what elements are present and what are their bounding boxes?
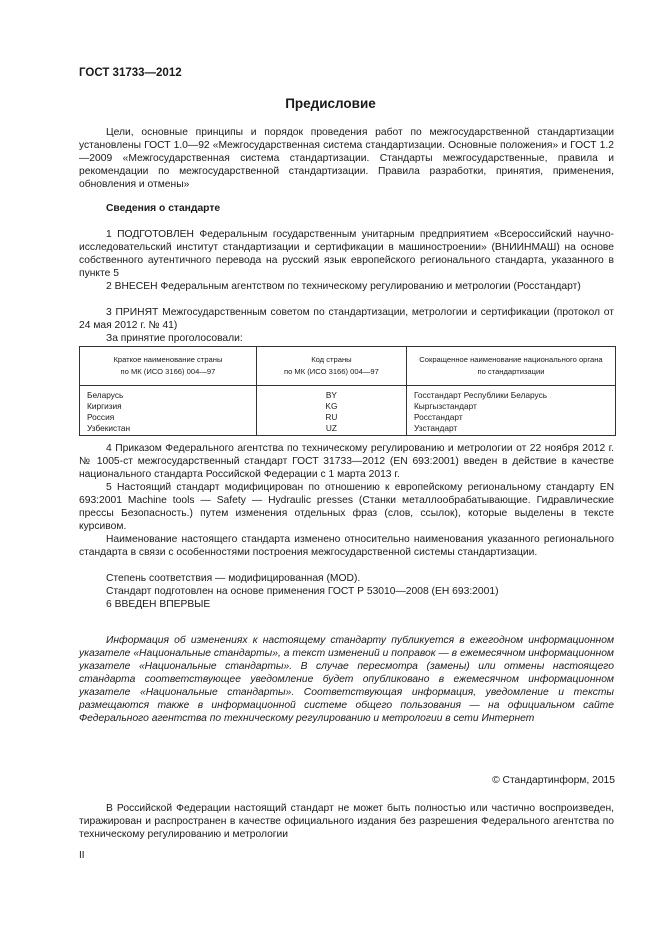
- item-5-name-change: Наименование настоящего стандарта изменено относительно наименования указанного регионального стандарта в связи с особенностями построения межгосударственной системы стандартизации.: [79, 534, 614, 558]
- header-code: [256, 347, 406, 386]
- country-name: Узбекистан: [87, 423, 131, 433]
- code-cell: [256, 386, 406, 436]
- item-3: 3 ПРИНЯТ Межгосударственным советом по стандартизации, метрологии и сертификации (протокол от 24 мая 2012 г. № 41): [79, 307, 614, 331]
- header-body-line1: Сокращенное наименование национального органа: [419, 355, 603, 364]
- country-name: Киргизия: [87, 401, 122, 411]
- item-4: 4 Приказом Федерального агентства по техническому регулированию и метрологии от 22 ноября 2012 г. № 1005-ст межгосударственный стандарт ГОСТ 31733—2012 (EN 693:2001) введен в действие в качестве национального стандарта Российской Федерации с 1 марта 2013 г.: [79, 443, 614, 480]
- country-code: KG: [325, 401, 338, 411]
- header-country-line1: Краткое наименование страны: [113, 355, 223, 364]
- body-cell: [406, 386, 615, 436]
- header-code-line2: по МК (ИСО 3166) 004—97: [283, 367, 379, 376]
- standards-body: Кыргызстандарт: [413, 401, 477, 411]
- item-1: 1 ПОДГОТОВЛЕН Федеральным государственным унитарным предприятием «Всероссийский научно-исследовательский институт стандартизации и сертификации в машиностроении» (ВНИИНМАШ) на основе собственного аутентичного перевода на русский язык европейского регионального стандарта, указанного в пункте 5: [79, 229, 614, 279]
- table-data-row: [80, 386, 616, 436]
- standards-body: Росстандарт: [413, 412, 463, 422]
- country-code: UZ: [325, 423, 337, 433]
- country-code: BY: [325, 390, 337, 400]
- copyright-notice: © Стандартинформ, 2015: [492, 775, 615, 786]
- standards-body: Госстандарт Республики Беларусь: [413, 390, 548, 400]
- header-country-line2: по МК (ИСО 3166) 004—97: [120, 367, 216, 376]
- header-country: [80, 347, 257, 386]
- header-body-line2: по стандартизации: [477, 367, 545, 376]
- changes-notice: Информация об изменениях к настоящему стандарту публикуется в ежегодном информационном указателе «Национальные стандарты», а текст изменений и поправок — в ежемесячном информационном указателе «Национальные стандарты». В случае пересмотра (замены) или отмены настоящего стандарта соответствующее уведомление будет опубликовано в ежемесячном информационном указателе «Национальные стандарты». Соответствующая информация, уведомление и тексты размещаются также в информационной системе общего пользования — на официальном сайте Федерального агентства по техническому регулированию и метрологии в сети Интернет: [79, 635, 614, 724]
- voting-label: За принятие проголосовали:: [106, 333, 243, 344]
- standard-info-heading: Сведения о стандарте: [106, 203, 221, 214]
- header-code-line1: Код страны: [311, 355, 352, 364]
- standards-body: Узстандарт: [413, 423, 458, 433]
- item-6: 6 ВВЕДЕН ВПЕРВЫЕ: [106, 599, 211, 610]
- country-name: Беларусь: [87, 390, 124, 400]
- voting-table: [79, 346, 616, 436]
- item-5: 5 Настоящий стандарт модифицирован по отношению к европейскому региональному стандарту EN 693:2001 Machine tools — Safety — Hydraulic presses (Станки металлообрабатывающие. Гидравлические прессы Безопасность.) путем изменения отдельных фраз (слов, ссылок), которые выделены в тексте курсивом.: [79, 482, 614, 532]
- intro-paragraph: Цели, основные принципы и порядок проведения работ по межгосударственной стандартизации установлены ГОСТ 1.0—92 «Межгосударственная система стандартизации. Основные положения» и ГОСТ 1.2—2009 «Межгосударственная система стандартизации. Стандарты межгосударственные, правила и рекомендации по межгосударственной стандартизации. Правила разработки, принятия, применения, обновления и отмены»: [79, 127, 614, 190]
- item-5-basis: Стандарт подготовлен на основе применения ГОСТ Р 53010—2008 (ЕН 693:2001): [106, 586, 499, 597]
- item-5-conformity: Степень соответствия — модифицированная (MOD).: [106, 573, 361, 584]
- table-header-row: [80, 347, 616, 386]
- page-number: II: [79, 850, 85, 861]
- country-name: Россия: [87, 412, 115, 422]
- header-body: [406, 347, 615, 386]
- rights-notice: В Российской Федерации настоящий стандарт не может быть полностью или частично воспроизведен, тиражирован и распространен в качестве официального издания без разрешения Федерального агентства по техническому регулированию и метрологии: [79, 803, 614, 840]
- page-title: Предисловие: [285, 96, 376, 111]
- country-code: RU: [325, 412, 338, 422]
- item-2: 2 ВНЕСЕН Федеральным агентством по техническому регулированию и метрологии (Росстандарт): [106, 281, 581, 292]
- document-code: ГОСТ 31733—2012: [79, 67, 182, 79]
- country-cell: [80, 386, 257, 436]
